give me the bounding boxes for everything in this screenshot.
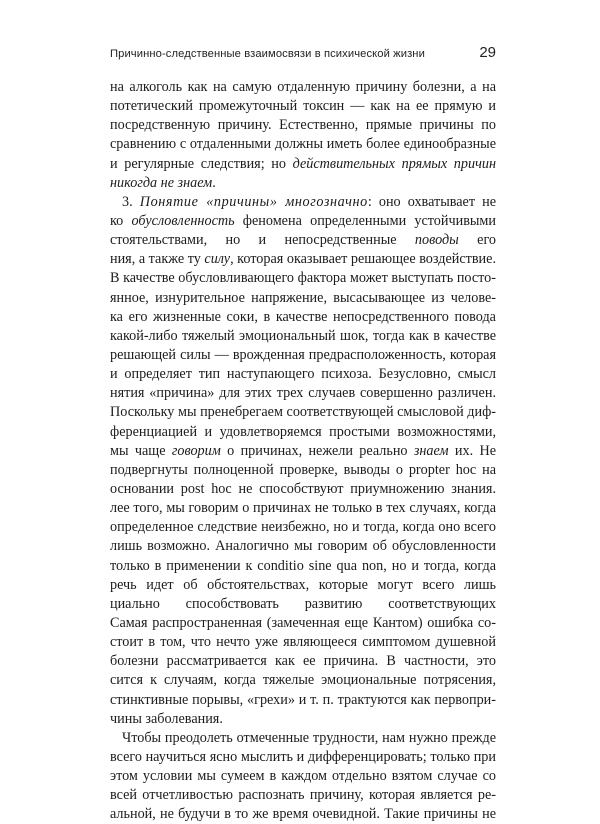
text-segment: подвергнуты полноценной проверке, выводы о propter hoc на — [110, 461, 496, 478]
text-segment: Поскольку мы пренебрегаем соответствующей смысловой диф- — [110, 404, 496, 421]
text-segment: этом условии мы сумеем в каждом отдельно взятом случае со — [110, 768, 496, 785]
text-line — [110, 652, 496, 671]
text-segment: решающей силы — врожденная предрасположенность, которая — [110, 346, 496, 363]
text-segment: какой-либо тяжелый эмоциональный шок, тогда как в качестве — [110, 327, 496, 344]
text-line — [110, 308, 496, 327]
text-segment: его — [477, 232, 496, 249]
text-line — [110, 135, 496, 154]
text-segment: ко — [110, 212, 132, 229]
text-line — [110, 155, 496, 174]
text-line — [110, 442, 496, 461]
text-segment: ференциацией и удовлетворяемся простыми возможностями, — [110, 423, 496, 440]
text-segment: на алкоголь как на самую отдаленную причину болезни, а на — [110, 79, 496, 95]
text-line — [110, 671, 496, 690]
text-line — [110, 97, 496, 116]
italic-text: поводы — [414, 232, 459, 249]
text-line — [110, 384, 496, 403]
text-line — [110, 691, 496, 710]
italic-text: обусловленность — [131, 212, 235, 229]
text-line — [110, 461, 496, 480]
text-line — [110, 557, 496, 576]
italic-text: Понятие «причины» многозначно — [139, 193, 368, 210]
text-line — [110, 748, 496, 767]
text-line — [110, 250, 496, 269]
text-segment: Самая распространенная (замеченная еще Кантом) ошибка со- — [110, 614, 496, 631]
text-segment: их. Не — [454, 442, 496, 459]
italic-text: говорим — [171, 442, 221, 459]
text-line — [110, 576, 496, 595]
text-line — [110, 729, 496, 748]
text-line — [110, 518, 496, 537]
italic-text: действительных прямых причин — [292, 155, 496, 172]
text-line — [110, 710, 496, 729]
text-segment: . — [212, 174, 216, 191]
text-segment: мы чаще — [110, 442, 172, 459]
text-segment: : оно охватывает не — [367, 193, 496, 210]
text-segment: 3. — [122, 193, 140, 210]
text-segment: речь идет об обстоятельствах, которые могут всего лишь — [110, 576, 496, 593]
text-segment: альной, не будучи в то же время очевидной. Такие причины не — [110, 806, 496, 823]
text-segment: сится к случаям, когда тяжелые эмоциональные потрясения, — [110, 672, 496, 689]
text-line — [110, 289, 496, 308]
text-segment: чины заболевания. — [110, 710, 223, 727]
italic-text: силу — [204, 251, 231, 268]
text-line — [110, 78, 496, 97]
page-number: 29 — [479, 44, 496, 61]
text-segment: ка его жизненные соки, в качестве непосредственного повода — [110, 308, 496, 325]
text-line — [110, 633, 496, 652]
text-segment: и регулярные следствия; но — [110, 155, 293, 172]
running-title: Причинно-следственные взаимосвязи в психической жизни — [110, 48, 425, 60]
text-line — [110, 174, 496, 193]
text-line — [110, 499, 496, 518]
text-segment: определенное следствие неизбежно, но и тогда, когда оно всего — [110, 519, 496, 536]
text-segment: ния, а также ту — [110, 251, 205, 268]
text-segment: стоит в том, что нечто уже являющееся симптомом душевной — [110, 634, 496, 651]
italic-text: никогда не знаем — [110, 174, 213, 191]
text-segment: лишь возможно. Аналогично мы говорим об обусловленности — [110, 538, 496, 555]
text-line — [110, 327, 496, 346]
text-line — [110, 403, 496, 422]
text-line — [110, 116, 496, 135]
text-line — [110, 231, 496, 250]
text-segment: о причинах, нежели реально — [220, 442, 414, 459]
text-segment: Чтобы преодолеть отмеченные трудности, нам нужно прежде — [122, 729, 496, 746]
body-text — [110, 78, 496, 824]
text-segment: циально способствовать развитию соответствующих — [110, 595, 496, 612]
text-segment: янное, изнурительное напряжение, высасывающее из челове- — [110, 289, 496, 306]
text-segment: основании post hoc не способствуют приумножению знания. — [110, 480, 496, 497]
text-segment: стоятельствами, но и непосредственные — [110, 232, 415, 249]
text-line — [110, 595, 496, 614]
text-segment: только в применении к conditio sine qua non, но и тогда, когда — [110, 557, 496, 574]
text-line — [110, 346, 496, 365]
text-line — [110, 193, 496, 212]
text-line — [110, 480, 496, 499]
text-segment: нятия «причина» для этих трех случаев совершенно различен. — [110, 385, 496, 402]
italic-text: знаем — [413, 442, 449, 459]
text-line — [110, 269, 496, 288]
text-line — [110, 805, 496, 824]
text-segment: посредственную причину. Естественно, прямые причины по — [110, 117, 496, 134]
text-segment: , которая оказывает решающее воздействие. — [230, 251, 496, 268]
text-line — [110, 786, 496, 805]
text-segment: и определяет тип наступающего психоза. Безусловно, смысл — [110, 366, 496, 383]
text-segment: феномена определенными устойчивыми — [242, 212, 496, 229]
text-line — [110, 212, 496, 231]
text-segment: болезни рассматривается как ее причина. В частности, это — [110, 653, 496, 670]
text-line — [110, 365, 496, 384]
text-segment: стинктивные порывы, «грехи» и т. п. трактуются как первопри- — [110, 691, 496, 708]
text-segment: всего научиться ясно мыслить и дифференцировать; только при — [110, 748, 496, 765]
text-line — [110, 423, 496, 442]
text-segment: сравнению с отдаленными должны иметь более единообразные — [110, 136, 496, 153]
text-line — [110, 537, 496, 556]
text-segment: потетический промежуточный токсин — как на ее прямую и — [110, 98, 496, 115]
text-segment: всей отчетливостью распознать причину, которая является ре- — [110, 787, 496, 804]
text-line — [110, 767, 496, 786]
text-segment: В качестве обусловливающего фактора может выступать посто- — [110, 270, 496, 287]
text-line — [110, 614, 496, 633]
text-segment: лее того, мы говорим о причинах не только в тех случаях, когда — [110, 500, 496, 517]
